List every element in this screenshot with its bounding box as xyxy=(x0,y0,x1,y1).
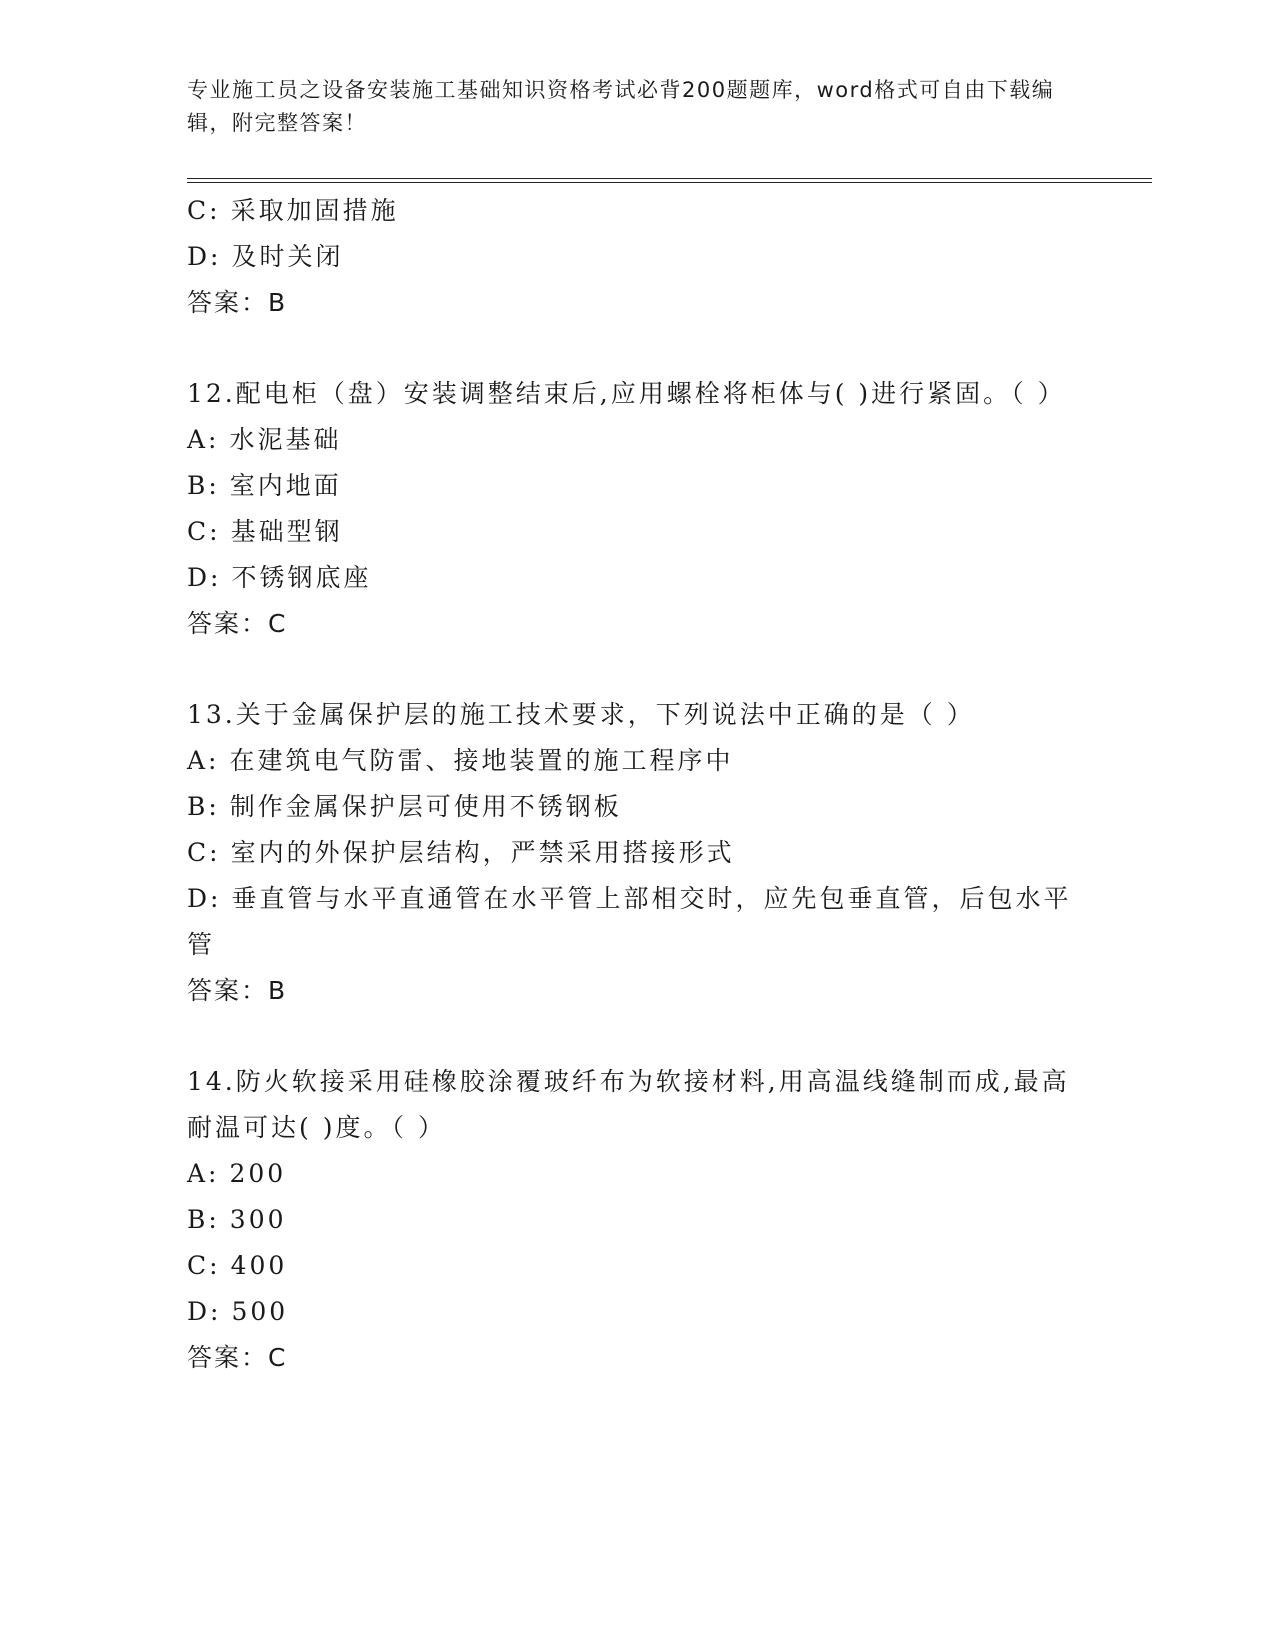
option-key: C: xyxy=(187,838,221,867)
answer-line: 答案：B xyxy=(187,976,288,1005)
header-divider-top xyxy=(187,178,1152,179)
option-text: 室内的外保护层结构，严禁采用搭接形式 xyxy=(230,838,735,867)
option-key: B: xyxy=(187,1205,220,1234)
option-item xyxy=(187,876,1077,968)
option-item xyxy=(187,1151,1077,1197)
option-text: 室内地面 xyxy=(229,471,342,500)
option-item xyxy=(187,784,1077,830)
option-key: D: xyxy=(187,1297,222,1326)
option-item xyxy=(187,830,1077,876)
option-item xyxy=(187,1197,1077,1243)
question-stem: 14.防火软接采用硅橡胶涂覆玻纤布为软接材料,用高温线缝制而成,最高耐温可达( )度。（ ） xyxy=(187,1067,1070,1142)
option-item xyxy=(187,1243,1077,1289)
option-item xyxy=(187,417,1077,463)
answer-line: 答案：C xyxy=(187,1343,288,1372)
header-divider-bottom xyxy=(187,182,1152,183)
option-text: 基础型钢 xyxy=(230,517,343,546)
option-text: 200 xyxy=(229,1159,287,1188)
option-item xyxy=(187,1289,1077,1335)
option-key: C: xyxy=(187,1251,221,1280)
option-key: D: xyxy=(187,884,222,913)
option-key: B: xyxy=(187,792,220,821)
option-item xyxy=(187,555,1077,601)
question-stem: 12.配电柜（盘）安装调整结束后,应用螺栓将柜体与( )进行紧固。（ ） xyxy=(187,379,1066,408)
option-item xyxy=(187,188,1077,234)
option-key: C: xyxy=(187,517,221,546)
option-item xyxy=(187,234,1077,280)
question-block-continued xyxy=(187,188,1077,326)
option-text: 在建筑电气防雷、接地装置的施工程序中 xyxy=(229,746,734,775)
option-text: 水泥基础 xyxy=(229,425,342,454)
option-key: B: xyxy=(187,471,220,500)
option-key: A: xyxy=(187,425,220,454)
question-block-13 xyxy=(187,692,1077,1014)
option-text: 300 xyxy=(229,1205,287,1234)
answer-line: 答案：C xyxy=(187,609,288,638)
document-header-title: 专业施工员之设备安装施工基础知识资格考试必背200题题库，word格式可自由下载编辑，附完整答案！ xyxy=(187,78,1055,135)
option-key: D: xyxy=(187,242,222,271)
question-block-14 xyxy=(187,1059,1077,1381)
question-stem: 13.关于金属保护层的施工技术要求，下列说法中正确的是（ ） xyxy=(187,700,975,729)
answer-line: 答案：B xyxy=(187,288,288,317)
option-key: C: xyxy=(187,196,221,225)
option-item xyxy=(187,738,1077,784)
option-text: 及时关闭 xyxy=(231,242,344,271)
question-block-12 xyxy=(187,371,1077,647)
option-key: D: xyxy=(187,563,222,592)
option-item xyxy=(187,463,1077,509)
option-key: A: xyxy=(187,1159,220,1188)
option-text: 垂直管与水平直通管在水平管上部相交时，应先包垂直管，后包水平管 xyxy=(187,884,1072,959)
option-text: 不锈钢底座 xyxy=(231,563,372,592)
option-item xyxy=(187,509,1077,555)
option-text: 制作金属保护层可使用不锈钢板 xyxy=(229,792,622,821)
option-text: 采取加固措施 xyxy=(230,196,399,225)
option-key: A: xyxy=(187,746,220,775)
question-content xyxy=(187,188,1077,1381)
option-text: 500 xyxy=(231,1297,289,1326)
option-text: 400 xyxy=(230,1251,288,1280)
